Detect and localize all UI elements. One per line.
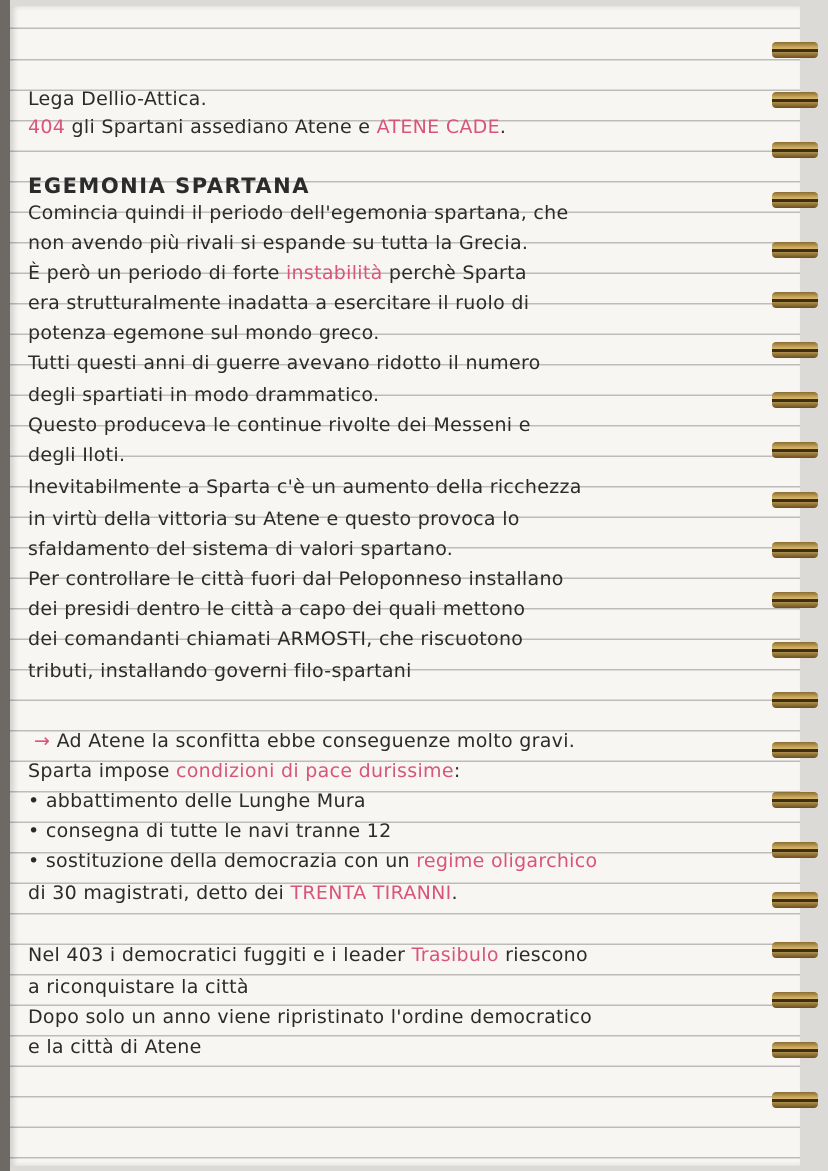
note-line <box>28 660 412 682</box>
note-line <box>28 322 380 344</box>
spiral-ring-icon <box>772 592 818 608</box>
spiral-ring-icon <box>772 342 818 358</box>
note-text: EGEMONIA SPARTANA <box>28 174 310 198</box>
note-line <box>28 628 523 650</box>
note-text: • abbattimento delle Lunghe Mura <box>28 790 366 812</box>
note-text: di 30 magistrati, detto dei <box>28 882 291 904</box>
note-text: era strutturalmente inadatta a esercitare il ruolo di <box>28 292 530 314</box>
note-line <box>28 88 207 110</box>
note-line <box>28 508 520 530</box>
note-line <box>28 414 531 436</box>
highlighted-text: instabilità <box>285 262 383 284</box>
spiral-ring-icon <box>772 242 818 258</box>
note-line <box>28 444 125 466</box>
note-line <box>28 568 564 590</box>
highlighted-text: 404 <box>28 116 66 138</box>
note-text: Sparta impose <box>28 760 177 782</box>
note-text: dei comandanti chiamati ARMOSTI, che riscuotono <box>28 628 524 650</box>
spiral-ring-icon <box>772 942 818 958</box>
note-line <box>28 598 525 620</box>
note-text: e la città di Atene <box>28 1036 202 1058</box>
note-text: degli spartiati in modo drammatico. <box>28 384 380 406</box>
spiral-ring-icon <box>772 1092 818 1108</box>
note-line <box>28 976 249 998</box>
note-line <box>28 116 506 138</box>
note-text: Questo produceva le continue rivolte dei Messeni e <box>28 414 531 436</box>
note-line <box>28 882 458 904</box>
spiral-ring-icon <box>772 392 818 408</box>
note-line <box>28 232 528 254</box>
note-text: Dopo solo un anno viene ripristinato l'ordine democratico <box>28 1006 593 1028</box>
note-text: a riconquistare la città <box>28 976 249 998</box>
spiral-ring-icon <box>772 292 818 308</box>
note-text: non avendo più rivali si espande su tutta la Grecia. <box>28 232 529 254</box>
notebook-edge <box>0 0 10 1171</box>
note-text: tributi, installando governi filo-spartani <box>28 660 412 682</box>
note-text: degli Iloti. <box>28 444 126 466</box>
note-text: • consegna di tutte le navi tranne 12 <box>28 820 392 842</box>
note-text: in virtù della vittoria su Atene e questo provoca lo <box>28 508 520 530</box>
note-line <box>28 538 453 560</box>
spiral-ring-icon <box>772 742 818 758</box>
note-text: È però un periodo di forte <box>28 262 286 284</box>
note-line <box>28 944 588 966</box>
note-text: sfaldamento del sistema di valori spartano. <box>28 538 454 560</box>
spiral-ring-icon <box>772 442 818 458</box>
note-line <box>28 790 366 812</box>
highlighted-text: TRENTA TIRANNI <box>290 882 452 904</box>
note-text: perchè Sparta <box>382 262 527 284</box>
note-line <box>28 1006 592 1028</box>
note-text: gli Spartani assediano Atene e <box>65 116 377 138</box>
note-line <box>28 292 529 314</box>
note-text: • sostituzione della democrazia con un <box>28 850 417 872</box>
spiral-ring-icon <box>772 42 818 58</box>
note-text: Comincia quindi il periodo dell'egemonia spartana, che <box>28 202 569 224</box>
spiral-ring-icon <box>772 892 818 908</box>
section-heading <box>28 174 310 198</box>
note-text: Inevitabilmente a Sparta c'è un aumento della ricchezza <box>28 476 582 498</box>
spiral-ring-icon <box>772 642 818 658</box>
spiral-ring-icon <box>772 842 818 858</box>
spiral-ring-icon <box>772 792 818 808</box>
note-text: potenza egemone sul mondo greco. <box>28 322 380 344</box>
note-line <box>28 760 461 782</box>
spiral-ring-icon <box>772 142 818 158</box>
note-text: Tutti questi anni di guerre avevano ridotto il numero <box>28 352 541 374</box>
spiral-ring-icon <box>772 1042 818 1058</box>
spiral-ring-icon <box>772 992 818 1008</box>
spiral-ring-icon <box>772 542 818 558</box>
highlighted-text: ATENE CADE <box>376 116 500 138</box>
spiral-ring-icon <box>772 192 818 208</box>
note-text: Lega Dellio-Attica. <box>28 88 207 110</box>
note-text: dei presidi dentro le città a capo dei quali mettono <box>28 598 526 620</box>
spiral-ring-icon <box>772 692 818 708</box>
note-text: Per controllare le città fuori dal Peloponneso installano <box>28 568 564 590</box>
note-line <box>28 1036 202 1058</box>
note-text: Nel 403 i democratici fuggiti e i leader <box>28 944 412 966</box>
note-line <box>34 730 575 752</box>
note-line <box>28 820 391 842</box>
note-line <box>28 476 582 498</box>
spiral-ring-icon <box>772 92 818 108</box>
note-text: . <box>499 116 507 138</box>
note-line <box>28 850 597 872</box>
highlighted-text: condizioni di pace durissime <box>176 760 454 782</box>
note-line <box>28 202 568 224</box>
note-line <box>28 262 527 284</box>
note-line <box>28 352 541 374</box>
arrow-icon: → <box>34 730 51 752</box>
note-line <box>28 384 379 406</box>
note-text: : <box>453 760 461 782</box>
spiral-ring-icon <box>772 492 818 508</box>
note-text: riescono <box>498 944 588 966</box>
highlighted-text: Trasibulo <box>411 944 499 966</box>
note-text: Ad Atene la sconfitta ebbe conseguenze molto gravi. <box>50 730 576 752</box>
note-text: . <box>451 882 458 904</box>
highlighted-text: regime oligarchico <box>416 850 598 872</box>
